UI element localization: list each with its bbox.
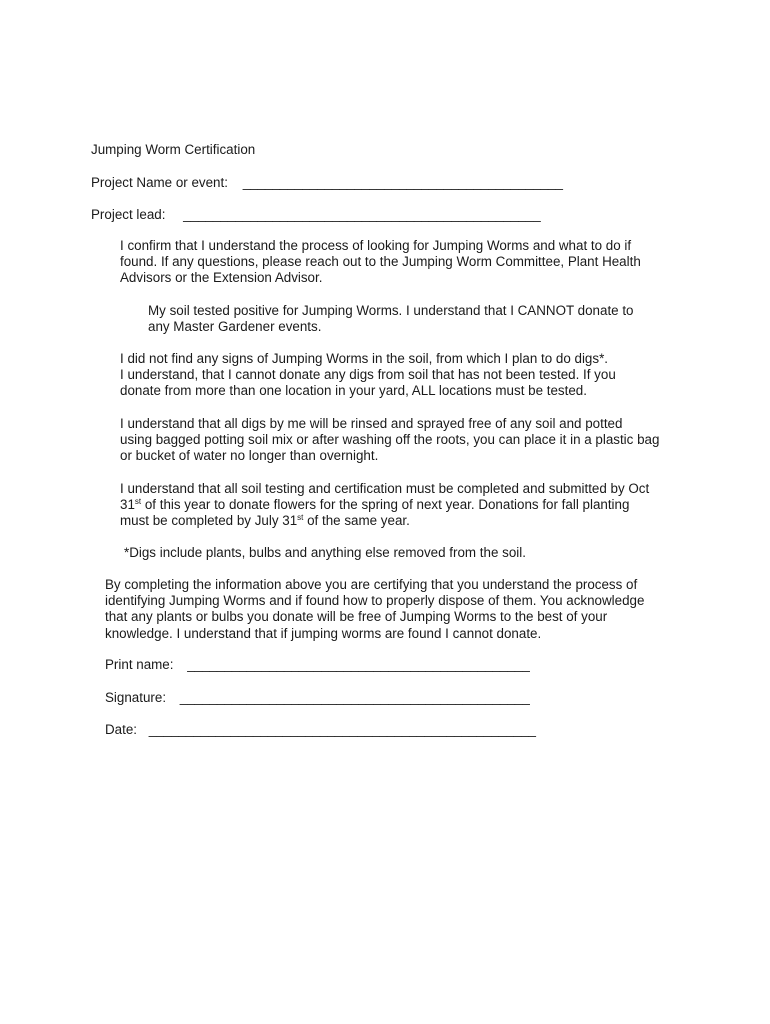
print-name-label: Print name: [105,657,174,672]
footnote: *Digs include plants, bulbs and anything else removed from the soil. [124,545,526,560]
paragraph-line: I understand that all soil testing and certification must be completed and submitted by Oct [120,481,650,496]
date-blank[interactable]: ____________________________________________________ [148,722,537,737]
paragraph-line: Advisors or the Extension Advisor. [120,270,323,286]
paragraph-line: I understand, that I cannot donate any digs from soil that has not been tested. If you [120,367,616,383]
confirm-paragraph [120,238,641,287]
paragraph-line: identifying Jumping Worms and if found how to properly dispose of them. You acknowledge [105,593,645,609]
paragraph-line: I understand that all digs by me will be rinsed and sprayed free of any soil and potted [120,416,623,431]
paragraph-line: or bucket of water no longer than overnight. [120,448,379,464]
text-run: 31 [120,497,135,513]
print-name-field[interactable] [105,657,530,673]
paragraph-line: By completing the information above you are certifying that you understand the process of [105,577,638,592]
paragraph-line: donate from more than one location in your yard, ALL locations must be tested. [120,383,587,399]
signature-blank[interactable]: _______________________________________________ [179,690,530,705]
signature-label: Signature: [105,690,167,705]
positive-test-paragraph [148,303,634,335]
project-lead-field[interactable] [91,207,541,223]
paragraph-line: that any plants or bulbs you donate will be free of Jumping Worms to the best of your [105,609,608,625]
paragraph-line: any Master Gardener events. [148,319,322,335]
project-name-label: Project Name or event: [91,175,228,190]
testing-paragraph [120,481,649,530]
paragraph-line [120,497,649,513]
paragraph-line: I did not find any signs of Jumping Worms in the soil, from which I plan to do digs*. [120,351,609,366]
signature-field[interactable] [105,690,530,706]
paragraph-line: found. If any questions, please reach out to the Jumping Worm Committee, Plant Health [120,254,641,270]
superscript: st [297,513,304,523]
superscript: st [134,497,142,507]
no-signs-paragraph [120,351,616,400]
project-name-field[interactable] [91,175,563,191]
date-field[interactable] [105,722,536,738]
paragraph-line: using bagged potting soil mix or after washing off the roots, you can place it in a plastic bag [120,432,660,448]
certification-paragraph [105,577,644,642]
paragraph-line: knowledge. I understand that if jumping worms are found I cannot donate. [105,625,542,641]
text-run: must be completed by July 31 [120,513,298,529]
date-label: Date: [105,722,138,737]
paragraph-line: I confirm that I understand the process of looking for Jumping Worms and what to do if [120,238,632,253]
text-run: of this year to donate flowers for the spring of next year. Donations for fall planting [141,497,630,513]
project-name-blank[interactable]: ___________________________________________ [242,175,563,190]
text-run: of the same year. [303,513,410,529]
paragraph-line: My soil tested positive for Jumping Worms. I understand that I CANNOT donate to [148,303,634,318]
project-lead-blank[interactable]: ________________________________________________ [183,207,541,222]
print-name-blank[interactable]: ______________________________________________ [187,657,530,672]
document-title: Jumping Worm Certification [91,142,256,157]
paragraph-line [120,513,649,529]
rinsed-paragraph [120,416,659,465]
project-lead-label: Project lead: [91,207,166,222]
